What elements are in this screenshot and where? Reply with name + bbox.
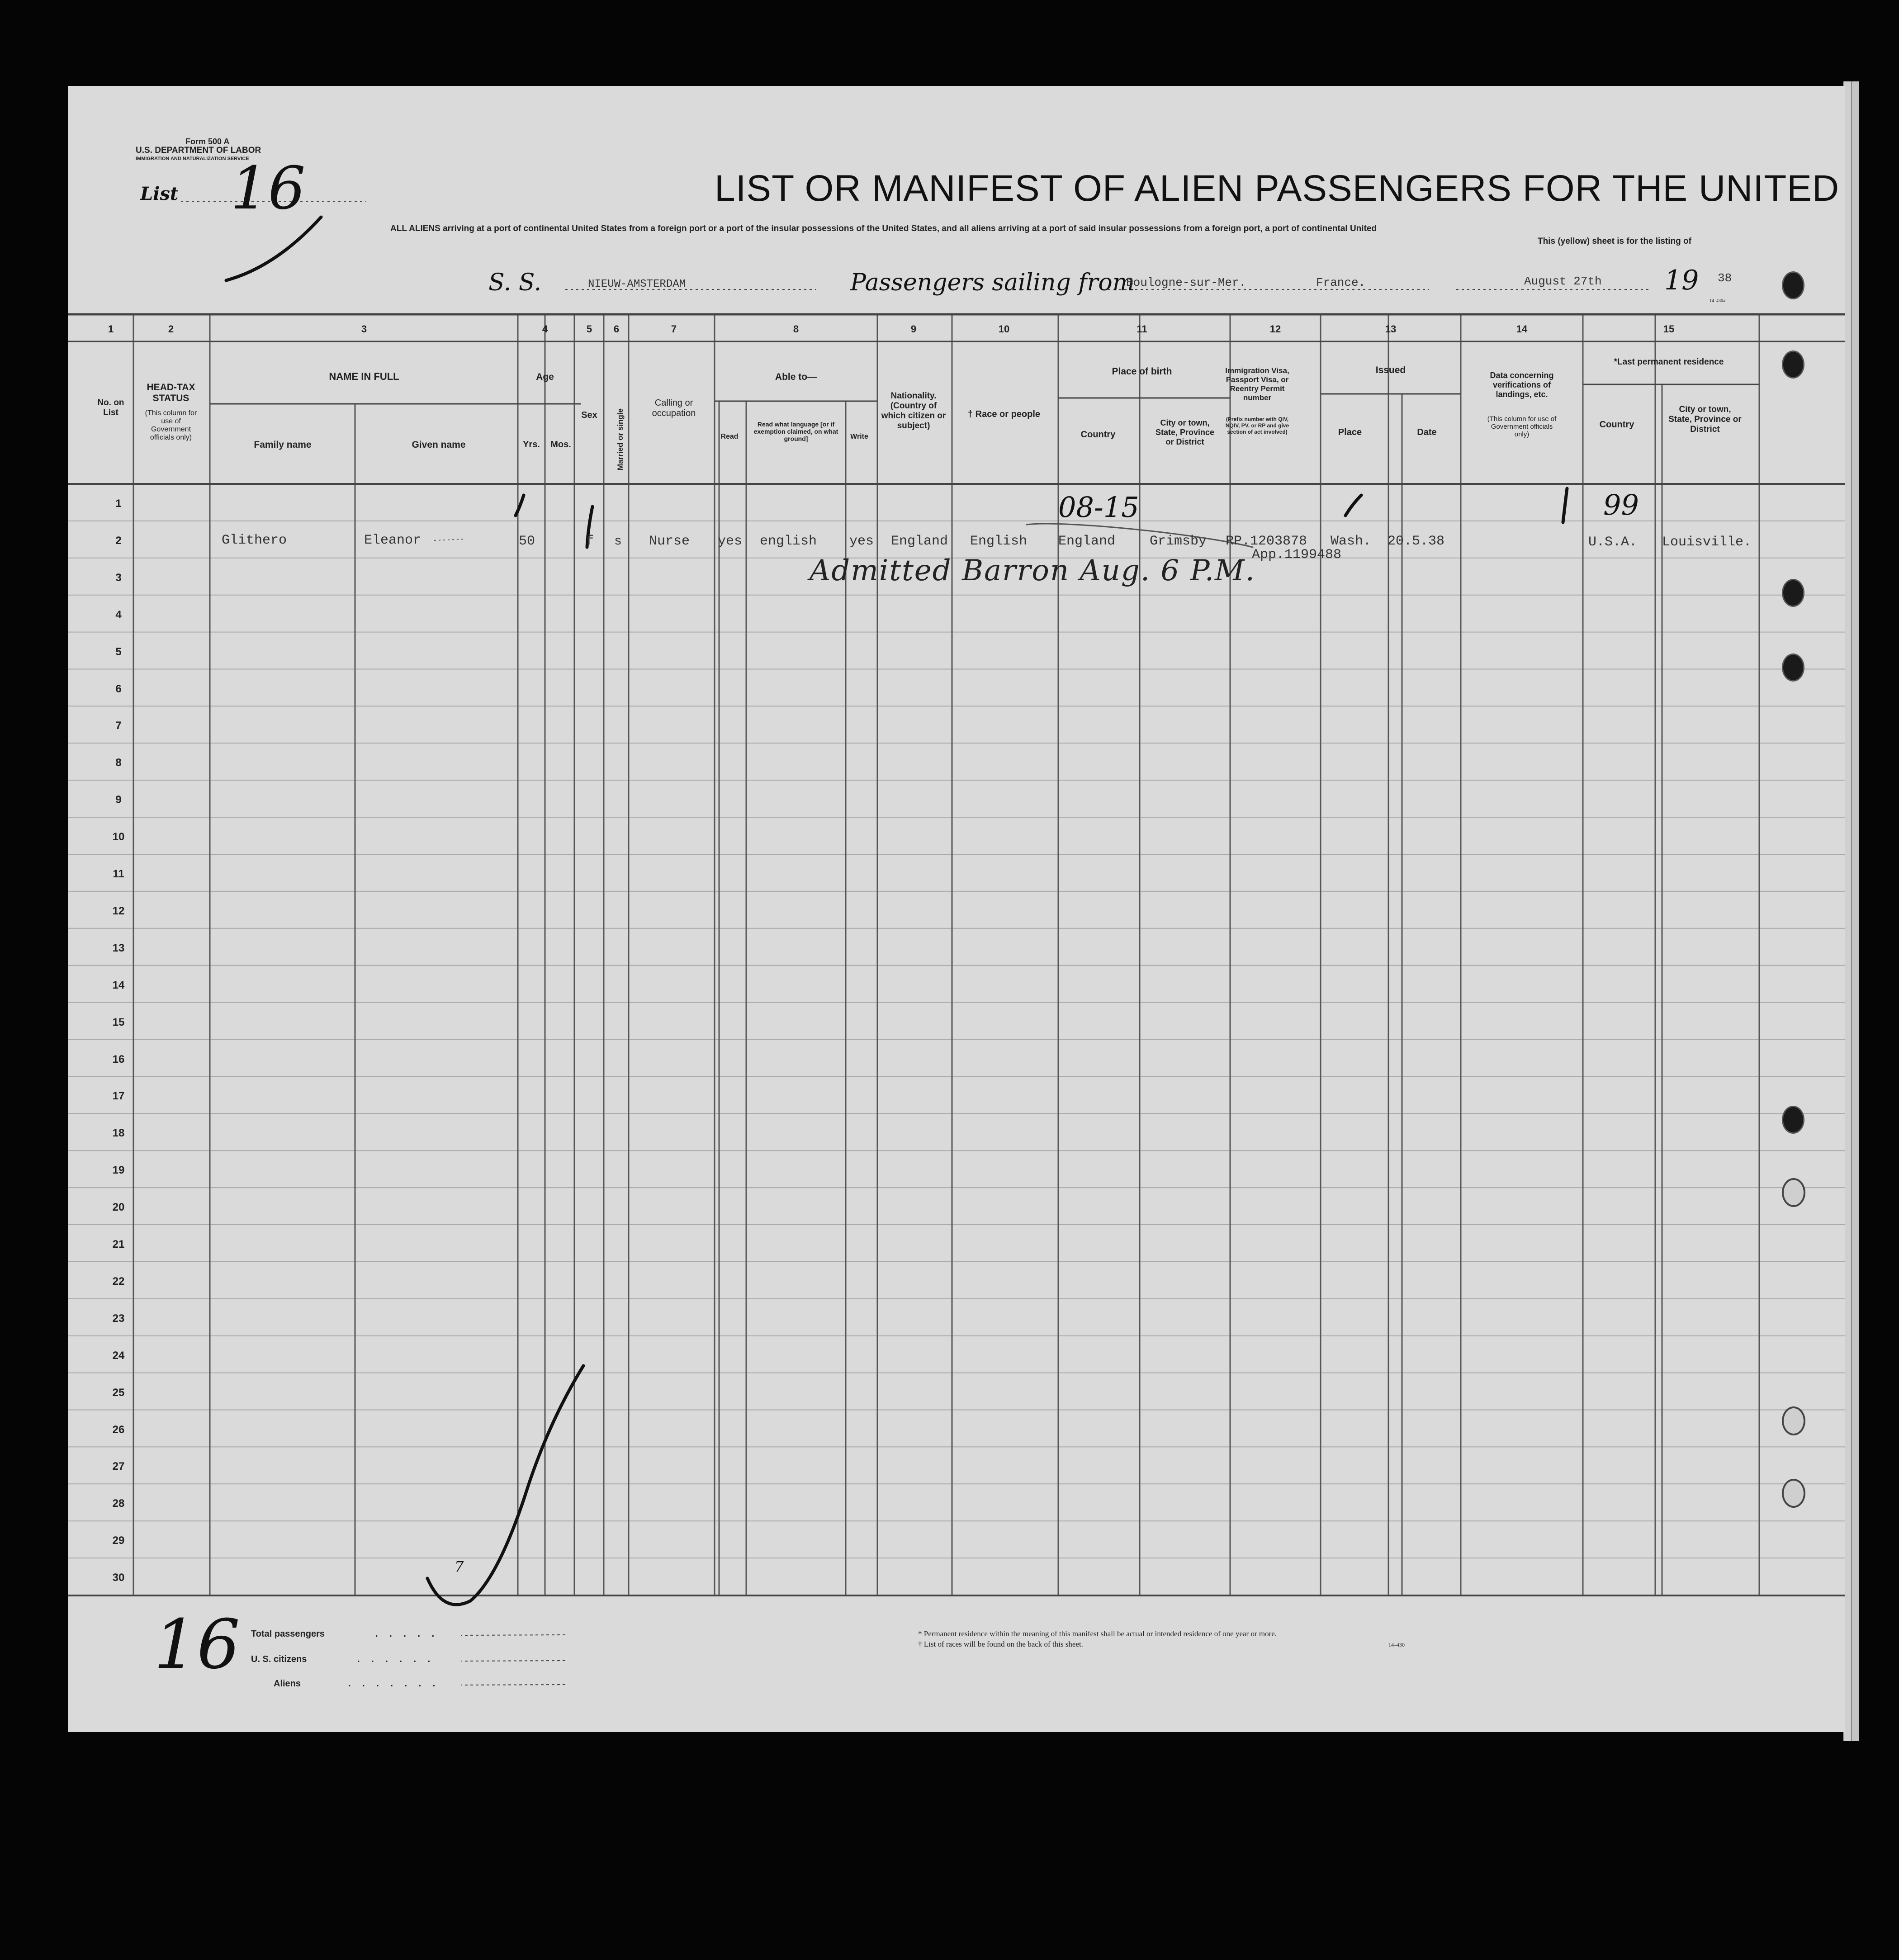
- dashed-lines-row1: [434, 539, 466, 540]
- ship-name: NIEUW-AMSTERDAM: [588, 278, 686, 290]
- header-read: Read: [720, 433, 739, 440]
- row-number: 30: [112, 1572, 125, 1584]
- column-number: 2: [168, 323, 174, 335]
- row-number: 17: [112, 1090, 125, 1103]
- handwritten-code-99: 99: [1603, 488, 1639, 521]
- row-number: 18: [112, 1127, 125, 1140]
- header-birth-city: City or town, State, Province or District: [1155, 418, 1215, 446]
- row-number: 7: [115, 720, 122, 732]
- entry-issued-place: Wash.: [1331, 534, 1372, 549]
- header-head-tax: HEAD-TAX STATUS: [147, 382, 195, 403]
- year-suffix: 38: [1718, 271, 1732, 285]
- year-prefix: 19: [1664, 265, 1699, 296]
- column-number: 12: [1269, 323, 1281, 335]
- row-number: 24: [112, 1349, 125, 1362]
- header-issued: Issued: [1375, 365, 1406, 375]
- header-issued-place: Place: [1338, 427, 1362, 437]
- header-calling: Calling or occupation: [652, 398, 696, 418]
- entry-occupation: Nurse: [649, 534, 690, 549]
- entry-residence-city: Louisville.: [1662, 535, 1752, 550]
- row-number: 15: [112, 1016, 125, 1028]
- list-number: 16: [231, 154, 306, 223]
- header-write: Write: [850, 433, 868, 440]
- header-no-on-list: No. on List: [97, 398, 124, 417]
- row-number: 14: [112, 979, 125, 991]
- column-number: 5: [586, 323, 592, 335]
- column-number: 7: [671, 323, 677, 335]
- header-nationality: Nationality. (Country of which citizen or subject): [881, 391, 946, 431]
- column-number: 14: [1516, 323, 1528, 335]
- binder-hole-3: [1782, 579, 1804, 607]
- column-number: 1: [108, 323, 114, 335]
- row-number: 21: [112, 1238, 125, 1250]
- header-family-name: Family name: [254, 440, 312, 450]
- header-res-city: City or town, State, Province or District: [1668, 405, 1742, 434]
- departure-date: August 27th: [1524, 275, 1602, 288]
- row-number: 29: [112, 1534, 125, 1547]
- column-number: 11: [1137, 323, 1147, 335]
- list-label: List: [140, 183, 179, 204]
- row-number: 13: [112, 942, 125, 954]
- binder-hole-6: [1782, 1178, 1805, 1207]
- header-data-note: (This column for use of Government officials only): [1487, 415, 1557, 438]
- row-number: 28: [112, 1497, 125, 1510]
- row-number: 1: [115, 497, 122, 510]
- handwritten-code-08-15: 08-15: [1058, 491, 1139, 524]
- header-given-name: Given name: [412, 440, 466, 450]
- header-name-in-full: NAME IN FULL: [329, 371, 399, 382]
- header-married: Married or single: [616, 408, 625, 470]
- header-mos: Mos.: [550, 440, 571, 450]
- row-number: 22: [112, 1275, 125, 1288]
- header-birth-country: Country: [1080, 430, 1116, 440]
- subtitle-1: ALL ALIENS arriving at a port of continental United States from a foreign port or a port of the insular possessions of the United States, and all aliens arriving at a port of said insular possessions from a foreign port, a port of continental United: [390, 224, 1377, 233]
- header-data-concerning: Data concerning verifications of landings, etc.: [1490, 371, 1554, 399]
- binder-hole-5: [1782, 1106, 1804, 1134]
- entry-visa-application: App.1199488: [1252, 547, 1342, 563]
- binder-hole-7: [1782, 1406, 1805, 1435]
- form-number: Form 500 A: [185, 137, 230, 146]
- page-right-edge-2: [1851, 81, 1859, 1741]
- row-number: 9: [115, 794, 122, 806]
- header-race: † Race or people: [967, 409, 1041, 419]
- column-number: 8: [793, 323, 799, 335]
- binder-hole-2: [1782, 350, 1804, 379]
- us-citizens-dots: . . . . . .: [357, 1654, 435, 1664]
- row-number: 4: [115, 608, 122, 621]
- entry-visa-number: RP.1203878: [1226, 534, 1307, 549]
- entry-issued-date: 20.5.38: [1388, 534, 1445, 549]
- row-number: 3: [115, 571, 122, 584]
- column-number: 13: [1385, 323, 1397, 335]
- header-res-country: Country: [1599, 420, 1634, 430]
- row-number: 19: [112, 1164, 125, 1177]
- entry-family-name: Glithero: [222, 533, 287, 548]
- corner-code: 14–430a: [1710, 298, 1725, 303]
- handwritten-admission-signature: Admitted Barron Aug. 6 P.M.: [810, 554, 1255, 587]
- entry-sex: f: [586, 534, 594, 549]
- header-sex: Sex: [581, 410, 597, 420]
- entry-nationality: England: [891, 534, 948, 549]
- aliens-label: Aliens: [274, 1679, 301, 1689]
- header-visa-note: (Prefix number with QIV, NQIV, PV, or RP and give section of act involved): [1225, 416, 1289, 435]
- row-number: 10: [112, 831, 125, 843]
- entry-birth-country: England: [1058, 534, 1116, 549]
- entry-language: english: [760, 534, 817, 549]
- binder-hole-8: [1782, 1479, 1805, 1508]
- header-last-residence: *Last permanent residence: [1614, 357, 1724, 367]
- row-number: 2: [115, 534, 122, 547]
- column-number: 10: [998, 323, 1010, 335]
- row-number: 23: [112, 1312, 125, 1325]
- subtitle-2: This (yellow) sheet is for the listing of: [1538, 237, 1691, 246]
- row-number: 12: [112, 904, 125, 917]
- row-number: 27: [112, 1460, 125, 1473]
- ss-label: S. S.: [488, 269, 542, 296]
- header-head-tax-note: (This column for use of Government officials only): [145, 409, 197, 441]
- column-number: 9: [910, 323, 917, 335]
- entry-given-name: Eleanor: [364, 533, 421, 548]
- entry-marital: s: [614, 535, 622, 549]
- total-passengers-label: Total passengers: [251, 1629, 325, 1639]
- row-number: 20: [112, 1201, 125, 1214]
- binder-hole-4: [1782, 653, 1804, 682]
- row-number: 25: [112, 1386, 125, 1399]
- header-age: Age: [536, 372, 554, 382]
- departure-country: France.: [1316, 276, 1366, 289]
- footnote-list-of-races: † List of races will be found on the back of this sheet.: [918, 1640, 1083, 1648]
- department: U.S. DEPARTMENT OF LABOR: [136, 146, 261, 155]
- entry-age-years: 50: [519, 534, 535, 549]
- column-number: 15: [1663, 323, 1675, 335]
- column-number: 6: [613, 323, 620, 335]
- row-number: 8: [115, 757, 122, 769]
- row-number: 6: [115, 682, 122, 695]
- header-issued-date: Date: [1417, 427, 1437, 437]
- entry-read: yes: [718, 534, 743, 549]
- column-number: 4: [542, 323, 548, 335]
- binder-hole-1: [1782, 271, 1804, 299]
- handwritten-bottom-list-number: 16: [154, 1605, 240, 1684]
- service: IMMIGRATION AND NATURALIZATION SERVICE: [136, 156, 249, 161]
- manifest-page: [68, 86, 1845, 1732]
- header-immigration-visa: Immigration Visa, Passport Visa, or Reentry Permit number: [1225, 366, 1289, 402]
- column-number: 3: [361, 323, 367, 335]
- row-number: 5: [115, 645, 122, 658]
- header-able-to: Able to—: [775, 372, 817, 382]
- handwritten-tally: 7: [455, 1558, 464, 1575]
- row-number: 16: [112, 1053, 125, 1065]
- row-number: 11: [113, 868, 124, 880]
- footer-form-code: 14–430: [1388, 1642, 1405, 1648]
- aliens-dots: . . . . . . .: [348, 1679, 440, 1689]
- table-grid: [68, 86, 1845, 1732]
- sailing-label: Passengers sailing from: [850, 269, 1135, 296]
- row-number: 26: [112, 1423, 125, 1436]
- page-title: LIST OR MANIFEST OF ALIEN PASSENGERS FOR THE UNITED: [715, 168, 1840, 209]
- entry-birth-city: Grimsby: [1150, 534, 1207, 549]
- footnote-permanent-residence: * Permanent residence within the meaning of this manifest shall be actual or intended residence of one year or more.: [918, 1629, 1277, 1638]
- entry-race: English: [970, 534, 1028, 549]
- us-citizens-label: U. S. citizens: [251, 1654, 307, 1664]
- entry-residence-country: U.S.A.: [1588, 535, 1638, 550]
- header-place-of-birth: Place of birth: [1112, 366, 1172, 377]
- entry-write: yes: [849, 534, 874, 549]
- departure-port: Boulogne-sur-Mer.: [1126, 276, 1246, 289]
- header-yrs: Yrs.: [523, 440, 540, 450]
- total-passengers-dots: . . . . .: [375, 1629, 439, 1639]
- header-read-language: Read what language [or if exemption claimed, on what ground]: [753, 421, 838, 442]
